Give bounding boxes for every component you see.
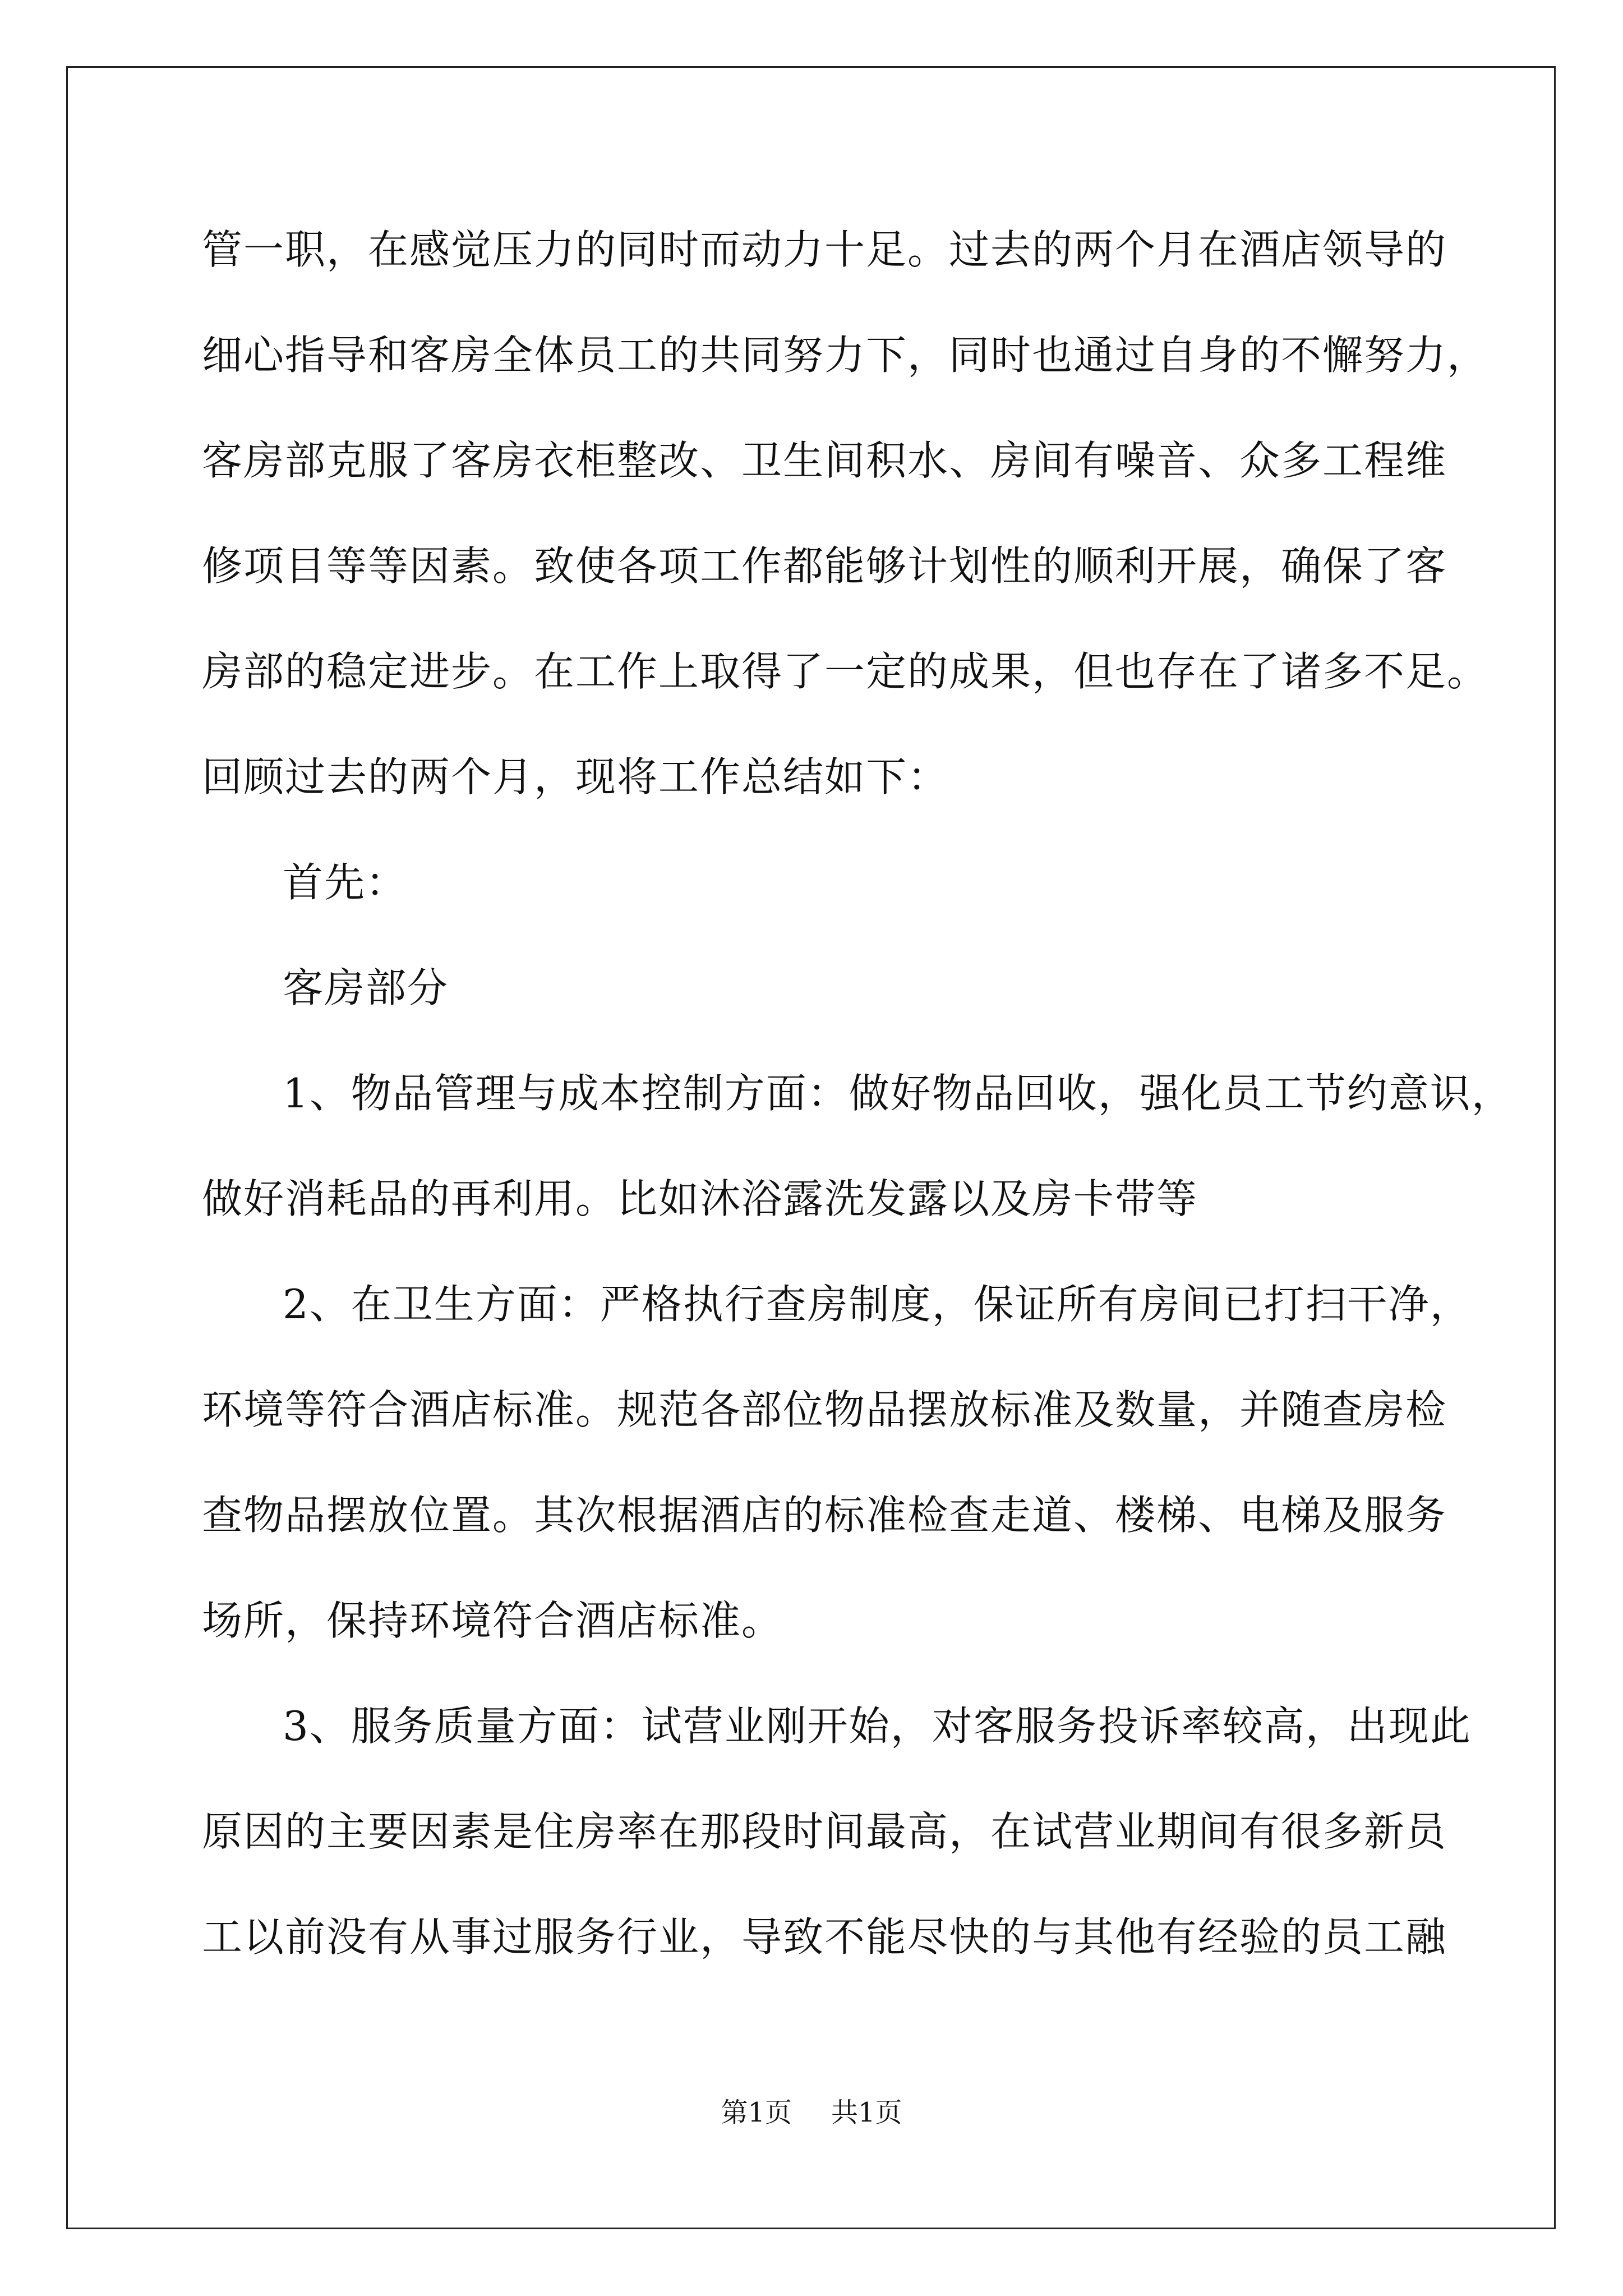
text-line: 管一职，在感觉压力的同时而动力十足。过去的两个月在酒店领导的	[202, 226, 1447, 273]
section-heading: 客房部分	[283, 964, 449, 1011]
document-body	[202, 219, 1513, 2012]
text-line: 工以前没有从事过服务行业，导致不能尽快的与其他有经验的员工融	[202, 1913, 1447, 1961]
list-item-start: 1、物品管理与成本控制方面：做好物品回收，强化员工节约意识，	[283, 1070, 1513, 1117]
text-line: 查物品摆放位置。其次根据酒店的标准检查走道、楼梯、电梯及服务	[202, 1492, 1447, 1539]
page-total: 共1页	[831, 2097, 902, 2128]
text-line: 房部的稳定进步。在工作上取得了一定的成果，但也存在了诸多不足。	[202, 648, 1489, 695]
text-line: 客房部克服了客房衣柜整改、卫生间积水、房间有噪音、众多工程维	[202, 437, 1447, 484]
text-line: 细心指导和客房全体员工的共同努力下，同时也通过自身的不懈努力，	[202, 332, 1489, 379]
list-item-start: 3、服务质量方面：试营业刚开始，对客服务投诉率较高，出现此	[283, 1703, 1472, 1750]
section-heading: 首先：	[283, 859, 408, 906]
page-footer	[0, 2096, 1623, 2129]
list-item-start: 2、在卫生方面：严格执行查房制度，保证所有房间已打扫干净，	[283, 1281, 1472, 1328]
text-line: 原因的主要因素是住房率在那段时间最高，在试营业期间有很多新员	[202, 1808, 1447, 1855]
text-line: 场所，保持环境符合酒店标准。	[202, 1597, 783, 1644]
text-line: 回顾过去的两个月，现将工作总结如下：	[202, 753, 949, 800]
page-number: 第1页	[721, 2097, 792, 2128]
text-line: 环境等符合酒店标准。规范各部位物品摆放标准及数量，并随查房检	[202, 1386, 1447, 1433]
text-line: 做好消耗品的再利用。比如沐浴露洗发露以及房卡带等	[202, 1175, 1198, 1222]
text-line: 修项目等等因素。致使各项工作都能够计划性的顺利开展，确保了客	[202, 542, 1447, 590]
